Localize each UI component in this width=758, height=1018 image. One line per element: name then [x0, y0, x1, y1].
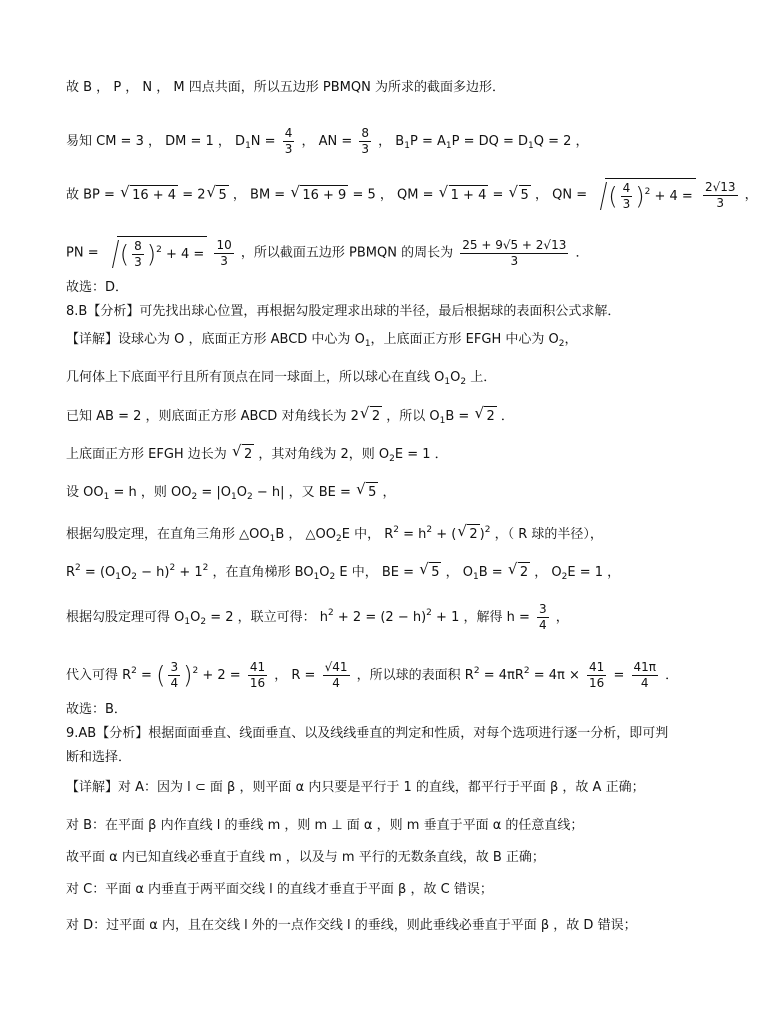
- fraction-numerator: 3: [539, 602, 547, 616]
- text-segment: ， O: [445, 565, 473, 580]
- text-segment: 故选：D．: [66, 280, 129, 295]
- text-segment: = h ，则 OO: [113, 485, 192, 500]
- text-segment: = 2: [182, 187, 206, 203]
- text-segment: [132, 239, 144, 270]
- radicand: 2: [484, 406, 496, 427]
- subscript: 2: [329, 572, 336, 582]
- text-segment: 上底面正方形 EFGH 边长为: [66, 447, 227, 462]
- fraction-numerator: 2√13: [704, 179, 736, 194]
- text-segment: P = DQ = D: [451, 134, 529, 149]
- text-line: [66, 278, 680, 298]
- text-segment: ，: [555, 610, 569, 625]
- text-segment: 代入可得 R: [66, 668, 132, 683]
- superscript: 2: [426, 525, 433, 535]
- text-segment: ．: [665, 668, 679, 683]
- superscript: 2: [131, 666, 137, 676]
- text-segment: ．: [575, 245, 589, 261]
- superscript: 2: [202, 563, 209, 573]
- subscript: 1: [103, 492, 110, 502]
- subscript: 1: [184, 617, 191, 627]
- subscript: 2: [336, 534, 342, 544]
- fraction-numerator: 41π: [633, 660, 656, 674]
- radical: [591, 178, 696, 212]
- radicand: 2: [518, 562, 530, 583]
- text-segment: 对 B：在平面 β 内作直线 l 的垂线 m ，则 m ⊥ 面 α ，则 m 垂直于平面 α 的任意直线；: [66, 818, 584, 833]
- radicand: 2: [467, 524, 479, 545]
- subscript: 2: [191, 492, 198, 502]
- parenthesis: ): [183, 661, 193, 690]
- fraction-numerator: 41: [589, 660, 605, 674]
- text-line: [66, 778, 680, 798]
- parenthesis: ): [635, 182, 645, 211]
- text-segment: 【详解】对 A：因为 l ⊂ 面 β ，则平面 α 内只要是平行于 1 的直线，都平行于平面 β ，故 A 正确；: [66, 780, 645, 795]
- radicand: 5: [429, 562, 441, 583]
- text-segment: R: [66, 565, 76, 580]
- superscript: 2: [523, 666, 530, 676]
- text-segment: = 2 ，联立可得： h: [210, 610, 329, 625]
- fraction-denominator: 3: [220, 253, 228, 268]
- subscript: 1: [528, 141, 534, 151]
- text-segment: E 中， BE =: [339, 565, 415, 580]
- text-line: [66, 406, 680, 431]
- radical: [458, 524, 479, 545]
- superscript: 2: [169, 563, 176, 573]
- radicand: [117, 236, 208, 270]
- text-segment: − h): [141, 565, 170, 580]
- text-line: [66, 126, 680, 157]
- fraction-numerator: 25 + 9√5 + 2√13: [462, 237, 567, 252]
- subscript: 1: [115, 572, 121, 582]
- text-segment: B ， △OO: [275, 527, 336, 542]
- text-segment: PN =: [66, 245, 99, 261]
- superscript: 2: [75, 563, 81, 573]
- text-segment: ， QN =: [534, 187, 588, 203]
- text-line: [66, 816, 680, 836]
- text-line: [66, 178, 758, 212]
- text-segment: 对 C：平面 α 内垂直于两平面交线 l 的直线才垂直于平面 β ，故 C 错误；: [66, 882, 493, 897]
- radical: [291, 185, 348, 206]
- text-segment: O: [190, 610, 201, 625]
- fraction-numerator: 10: [216, 237, 232, 252]
- radicand: 5: [216, 185, 228, 206]
- fraction: [587, 660, 606, 691]
- text-segment: + 1 ，解得 h =: [436, 610, 530, 625]
- radical: [207, 185, 228, 206]
- radicand: 5: [366, 482, 378, 503]
- superscript: 2: [328, 608, 334, 618]
- text-segment: ，: [744, 187, 758, 203]
- text-segment: O: [236, 485, 247, 500]
- text-segment: ，其对角线为 2，则 O: [258, 447, 390, 462]
- text-line: [66, 602, 680, 633]
- text-segment: = h: [403, 527, 427, 542]
- text-line: [66, 660, 680, 691]
- text-segment: O: [121, 565, 132, 580]
- subscript: 1: [231, 492, 237, 502]
- text-segment: 易知 CM = 3 ， DM = 1 ， D: [66, 134, 246, 149]
- radicand: 2: [242, 444, 254, 465]
- subscript: 2: [561, 572, 568, 582]
- fraction-denominator: 3: [284, 142, 293, 156]
- text-line: [66, 848, 680, 868]
- text-segment: = |O: [201, 485, 231, 500]
- text-segment: B =: [478, 565, 503, 580]
- text-segment: ，: [382, 485, 396, 500]
- text-segment: ，所以 O: [386, 409, 440, 424]
- fraction-denominator: 3: [510, 253, 519, 268]
- text-line: [66, 558, 680, 587]
- text-segment: 故选：B．: [66, 702, 127, 717]
- text-segment: ．: [500, 409, 514, 424]
- text-segment: ，所以球的表面积 R: [356, 668, 474, 683]
- subscript: 1: [364, 339, 371, 349]
- parenthesis: ): [146, 240, 157, 269]
- radicand: [605, 178, 696, 212]
- text-segment: P = A: [409, 134, 446, 149]
- radical: [361, 406, 382, 427]
- fraction-numerator: 8: [134, 239, 142, 253]
- text-paragraph: [66, 722, 680, 770]
- text-segment: ，上底面正方形 EFGH 中心为 O: [370, 332, 559, 347]
- text-segment: 根据勾股定理，在直角三角形 △OO: [66, 527, 270, 542]
- text-segment: ， AN =: [301, 134, 353, 149]
- text-line: [66, 368, 680, 392]
- text-segment: ，所以截面五边形 PBMQN 的周长为: [240, 245, 454, 261]
- text-segment: 已知 AB = 2 ，则底面正方形 ABCD 对角线长为 2: [66, 409, 359, 424]
- subscript: 2: [389, 454, 395, 464]
- text-segment: Q = 2 ，: [533, 134, 589, 149]
- parenthesis: (: [156, 661, 166, 690]
- subscript: 1: [313, 572, 320, 582]
- fraction: [703, 180, 738, 211]
- text-segment: = 5 ， QM =: [352, 187, 434, 203]
- text-line: [66, 520, 680, 549]
- subscript: 2: [558, 339, 565, 349]
- text-segment: E 中， R: [341, 527, 394, 542]
- text-segment: + 4 =: [654, 189, 693, 204]
- radical: [121, 185, 178, 206]
- text-segment: = 4π ×: [533, 668, 580, 683]
- superscript: 2: [426, 608, 432, 618]
- superscript: 2: [644, 187, 651, 197]
- text-segment: 故平面 α 内已知直线必垂直于直线 m ，以及与 m 平行的无数条直线，故 B 正确；: [66, 850, 545, 865]
- radical: [233, 444, 254, 465]
- fraction-numerator: 4: [622, 181, 631, 195]
- radicand: 16 + 4: [130, 185, 178, 206]
- text-segment: 根据勾股定理可得 O: [66, 610, 185, 625]
- subscript: 2: [460, 377, 467, 387]
- fraction: [359, 126, 371, 157]
- fraction-numerator: 41: [249, 660, 266, 674]
- fraction-denominator: 3: [361, 142, 370, 156]
- superscript: 2: [484, 525, 491, 535]
- text-segment: 几何体上下底面平行且所有顶点在同一球面上，所以球心在直线 O: [66, 370, 445, 385]
- superscript: 2: [473, 666, 480, 676]
- radical: [420, 562, 441, 583]
- fraction: [460, 238, 568, 269]
- radicand: 16 + 9: [300, 185, 348, 206]
- text-line: [66, 302, 680, 322]
- fraction: [283, 126, 295, 157]
- radical: [357, 482, 378, 503]
- subscript: 2: [246, 492, 253, 502]
- subscript: 1: [269, 534, 276, 544]
- text-segment: [621, 181, 633, 212]
- text-segment: O: [450, 370, 461, 385]
- text-segment: 8.B【分析】可先找出球心位置，再根据勾股定理求出球的半径，最后根据球的表面积公式求解．: [66, 304, 621, 319]
- text-line: [66, 700, 680, 720]
- fraction-denominator: 16: [589, 676, 605, 690]
- text-segment: 上．: [470, 370, 497, 385]
- text-segment: 设 OO: [66, 485, 104, 500]
- parenthesis: (: [119, 240, 130, 269]
- fraction-numerator: 3: [170, 660, 179, 674]
- fraction-denominator: 4: [539, 618, 547, 632]
- radical: [475, 406, 496, 427]
- radicand: 5: [519, 185, 531, 206]
- fraction: [248, 660, 267, 691]
- fraction-denominator: 3: [716, 195, 725, 210]
- fraction-numerator: 4: [284, 126, 293, 140]
- text-segment: =: [492, 187, 504, 203]
- text-segment: =: [141, 668, 152, 683]
- subscript: 1: [472, 572, 479, 582]
- text-line: [66, 482, 680, 507]
- fraction: [214, 238, 233, 269]
- radicand: 2: [370, 406, 382, 427]
- fraction-denominator: 4: [170, 676, 179, 690]
- text-segment: 故 BP =: [66, 187, 115, 203]
- superscript: 2: [192, 666, 199, 676]
- text-segment: =: [613, 668, 625, 683]
- text-segment: E = 1 ．: [394, 447, 448, 462]
- text-segment: + 2 = (2 − h): [337, 610, 427, 625]
- text-segment: + 1: [179, 565, 203, 580]
- text-segment: ， B: [378, 134, 405, 149]
- text-segment: ， BM =: [232, 187, 286, 203]
- radical: [103, 236, 208, 270]
- text-segment: 对 D：过平面 α 内，且在交线 l 外的一点作交线 l 的垂线，则此垂线必垂直于平面 β ，故 D 错误；: [66, 918, 637, 933]
- text-segment: ， R =: [274, 668, 316, 683]
- subscript: 1: [439, 416, 446, 426]
- text-segment: N =: [250, 134, 276, 149]
- text-line: [66, 880, 680, 900]
- parenthesis: (: [608, 182, 618, 211]
- radical: [509, 562, 530, 583]
- text-line: [66, 916, 680, 936]
- fraction: [168, 660, 180, 691]
- superscript: 2: [156, 245, 162, 255]
- text-segment: + (: [436, 527, 457, 542]
- text-segment: ，（ R 球的半径），: [494, 527, 603, 542]
- text-segment: 故 B ， P ， N ， M 四点共面，所以五边形 PBMQN 为所求的截面多边形．: [66, 80, 505, 95]
- text-segment: + 4 =: [166, 247, 205, 262]
- fraction-denominator: 3: [134, 255, 142, 269]
- text-line: [66, 236, 680, 270]
- subscript: 2: [200, 617, 207, 627]
- text-segment: 【详解】设球心为 O ，底面正方形 ABCD 中心为 O: [66, 332, 365, 347]
- radical: [510, 185, 531, 206]
- fraction-numerator: √41: [324, 660, 348, 674]
- text-segment: ，在直角梯形 BO: [212, 565, 314, 580]
- subscript: 2: [131, 572, 137, 582]
- fraction: [537, 602, 549, 633]
- subscript: 1: [445, 141, 452, 151]
- fraction: [632, 660, 659, 691]
- text-segment: = (O: [84, 565, 116, 580]
- text-segment: + 2 =: [202, 668, 241, 683]
- text-segment: E = 1 ，: [567, 565, 621, 580]
- superscript: 2: [393, 525, 399, 535]
- radicand: 1 + 4: [449, 185, 489, 206]
- text-segment: ， O: [534, 565, 562, 580]
- fraction-denominator: 3: [622, 197, 631, 211]
- text-line: [66, 444, 680, 469]
- fraction: [323, 660, 350, 691]
- text-line: [66, 330, 680, 354]
- text-segment: = 4πR: [483, 668, 524, 683]
- text-segment: − h| ，又 BE =: [256, 485, 351, 500]
- fraction-denominator: 4: [332, 676, 340, 690]
- text-segment: ，: [564, 332, 578, 347]
- fraction-denominator: 16: [249, 676, 266, 690]
- subscript: 1: [404, 141, 410, 151]
- text-segment: 9.AB【分析】根据面面垂直、线面垂直、以及线线垂直的判定和性质，对每个选项进行逐一分析，即可判断和选择．: [66, 726, 669, 765]
- subscript: 1: [245, 141, 251, 151]
- subscript: 1: [444, 377, 451, 387]
- text-segment: B =: [445, 409, 470, 424]
- fraction-denominator: 4: [640, 676, 649, 690]
- text-segment: O: [319, 565, 330, 580]
- radical: [440, 185, 489, 206]
- text-segment: ): [479, 527, 485, 542]
- text-line: [66, 78, 680, 98]
- fraction-numerator: 8: [361, 126, 370, 140]
